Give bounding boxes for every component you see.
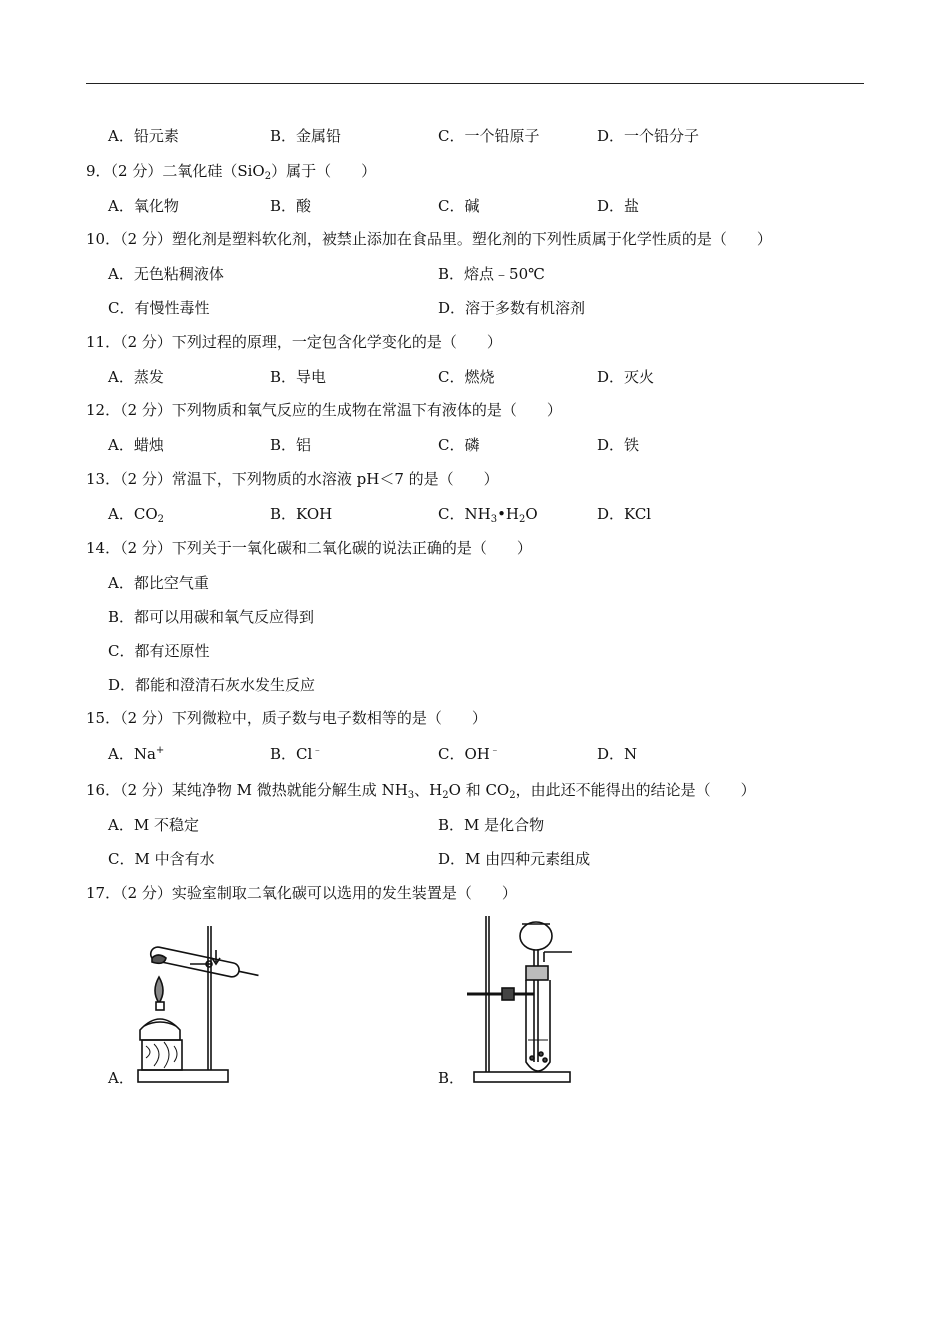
question-15-stem: 15．（2 分）下列微粒中，质子数与电子数相等的是（ ） <box>86 709 487 727</box>
test-tube-funnel-icon <box>462 912 577 1087</box>
question-16-stem: 16．（2 分）某纯净物 M 微热就能分解生成 $NH_3$、$H_2O$ 和 $CO_2$，由此还不能得出的结论是（ ） <box>86 781 756 801</box>
option-d[interactable]: D．都能和澄清石灰水发生反应 <box>108 676 316 694</box>
option-a[interactable]: A．$CO_2$ <box>108 505 164 525</box>
question-10-stem: 10．（2 分）塑化剂是塑料软化剂，被禁止添加在食品里。塑化剂的下列性质属于化学性质的是（ ） <box>86 230 772 248</box>
option-b[interactable]: B．熔点﹣50℃ <box>438 265 545 283</box>
option-a[interactable]: A．都比空气重 <box>108 574 209 592</box>
option-c[interactable]: C．有慢性毒性 <box>108 299 210 317</box>
option-b[interactable]: B．导电 <box>270 368 327 386</box>
heating-test-tube-icon <box>130 922 270 1087</box>
option-a[interactable]: A．Na+ <box>108 745 165 763</box>
option-d[interactable]: D．KCl <box>597 505 652 523</box>
option-a[interactable]: A．蒸发 <box>108 368 164 386</box>
option-c[interactable]: C．磷 <box>438 436 480 454</box>
question-17-stem: 17．（2 分）实验室制取二氧化碳可以选用的发生装置是（ ） <box>86 884 517 902</box>
option-c[interactable]: C．一个铅原子 <box>438 127 540 145</box>
question-11-stem: 11．（2 分）下列过程的原理，一定包含化学变化的是（ ） <box>86 333 502 351</box>
option-c[interactable]: C．M 中含有水 <box>108 850 215 868</box>
option-a[interactable]: A．无色粘稠液体 <box>108 265 224 283</box>
question-9-stem: 9．（2 分）二氧化硅（SiO$_2$）属于（ ） <box>86 162 377 182</box>
figure-b-label[interactable]: B． <box>438 1069 465 1087</box>
option-b[interactable]: B．铝 <box>270 436 312 454</box>
option-a[interactable]: A．氧化物 <box>108 197 179 215</box>
option-b[interactable]: B．Cl﹣ <box>270 745 323 763</box>
option-d[interactable]: D．一个铅分子 <box>597 127 700 145</box>
option-d[interactable]: D．N <box>597 745 638 763</box>
option-b[interactable]: B．金属铅 <box>270 127 342 145</box>
option-c[interactable]: C．OH﹣ <box>438 745 500 763</box>
question-14-stem: 14．（2 分）下列关于一氧化碳和二氧化碳的说法正确的是（ ） <box>86 539 532 557</box>
apparatus-b-figure <box>462 912 577 1087</box>
question-12-stem: 12．（2 分）下列物质和氧气反应的生成物在常温下有液体的是（ ） <box>86 401 562 419</box>
option-c[interactable]: C．$NH_3•H_2O$ <box>438 505 538 525</box>
option-d[interactable]: D．M 由四种元素组成 <box>438 850 591 868</box>
option-b[interactable]: B．酸 <box>270 197 312 215</box>
option-c[interactable]: C．碱 <box>438 197 480 215</box>
apparatus-a-figure <box>130 922 270 1087</box>
option-d[interactable]: D．铁 <box>597 436 640 454</box>
option-a[interactable]: A．M 不稳定 <box>108 816 199 834</box>
option-d[interactable]: D．灭火 <box>597 368 655 386</box>
figure-a-label[interactable]: A． <box>108 1069 134 1087</box>
option-a[interactable]: A．蜡烛 <box>108 436 164 454</box>
option-c[interactable]: C．都有还原性 <box>108 642 210 660</box>
option-d[interactable]: D．盐 <box>597 197 640 215</box>
question-13-stem: 13．（2 分）常温下，下列物质的水溶液 pH＜7 的是（ ） <box>86 470 499 488</box>
option-d[interactable]: D．溶于多数有机溶剂 <box>438 299 586 317</box>
header-rule <box>86 83 864 84</box>
option-b[interactable]: B．M 是化合物 <box>438 816 545 834</box>
option-b[interactable]: B．都可以用碳和氧气反应得到 <box>108 608 315 626</box>
option-a[interactable]: A．铅元素 <box>108 127 179 145</box>
option-c[interactable]: C．燃烧 <box>438 368 495 386</box>
option-b[interactable]: B．KOH <box>270 505 333 523</box>
